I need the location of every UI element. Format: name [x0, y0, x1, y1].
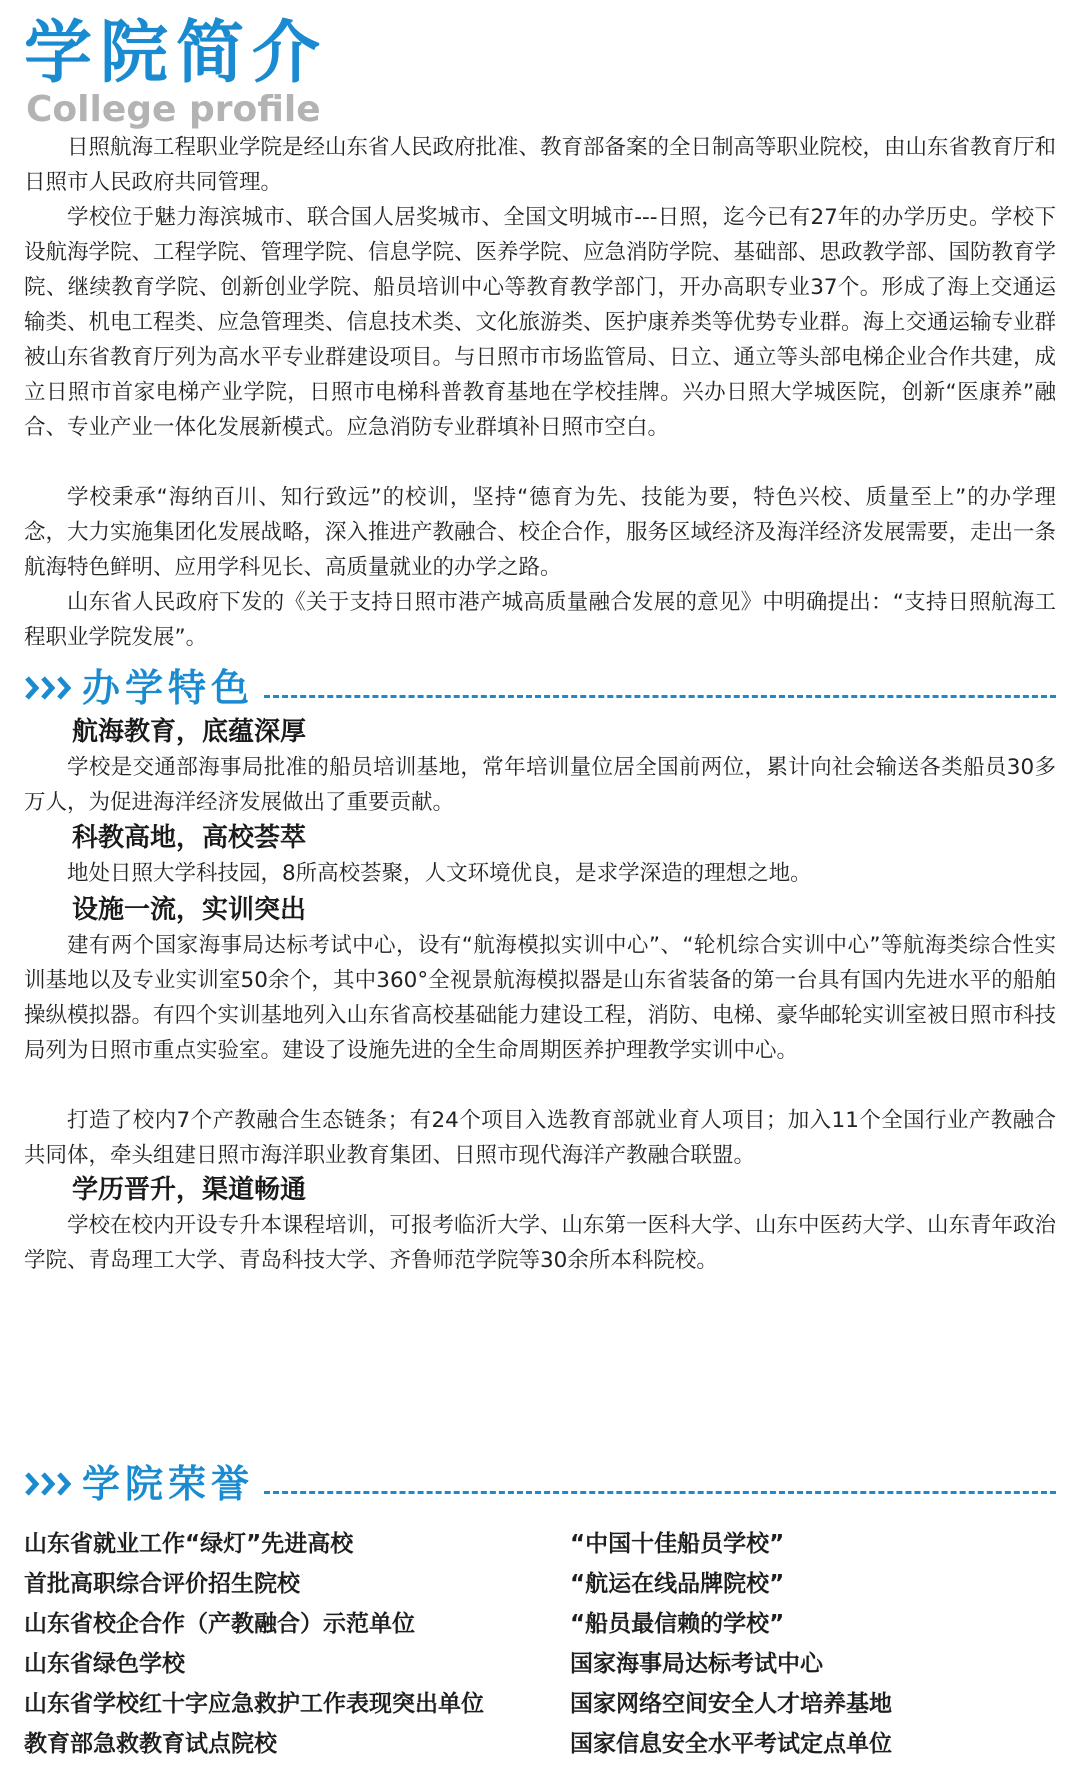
honor-item: “航运在线品牌院校” — [570, 1571, 785, 1597]
page-title: 学院简介 — [24, 14, 329, 93]
honors-left-column — [24, 1524, 484, 1764]
section-header-honors — [24, 1458, 1056, 1510]
honor-item: 首批高职综合评价招生院校 — [24, 1571, 300, 1597]
honor-item: 山东省绿色学校 — [24, 1651, 185, 1677]
feature-paragraph: 建有两个国家海事局达标考试中心，设有“航海模拟实训中心”、“轮机综合实训中心”等航海类综合性实训基地以及专业实训室50余个，其中360°全视景航海模拟器是山东省装备的第一台具有国内先进水平的船舶操纵模拟器。有四个实训基地列入山东省高校基础能力建设工程，消防、电梯、豪华邮轮实训室被日照市科技局列为日照市重点实验室。建设了设施先进的全生命周期医养护理教学实训中心。 — [24, 933, 1057, 1063]
feature-heading: 设施一流，实训突出 — [72, 895, 307, 925]
honor-item: “中国十佳船员学校” — [570, 1531, 785, 1557]
feature-heading: 航海教育，底蕴深厚 — [72, 717, 307, 747]
feature-paragraph: 学校在校内开设专升本课程培训，可报考临沂大学、山东第一医科大学、山东中医药大学、山东青年政治学院、青岛理工大学、青岛科技大学、齐鲁师范学院等30余所本科院校。 — [24, 1213, 1057, 1273]
intro-paragraph: 学校位于魅力海滨城市、联合国人居奖城市、全国文明城市---日照，迄今已有27年的办学历史。学校下设航海学院、工程学院、管理学院、信息学院、医养学院、应急消防学院、基础部、思政教学部、国防教育学院、继续教育学院、创新创业学院、船员培训中心等教育教学部门，开办高职专业37个。形成了海上交通运输类、机电工程类、应急管理类、信息技术类、文化旅游类、医护康养类等优势专业群。海上交通运输专业群被山东省教育厅列为高水平专业群建设项目。与日照市市场监管局、日立、通立等头部电梯企业合作共建，成立日照市首家电梯产业学院，日照市电梯科普教育基地在学校挂牌。兴办日照大学城医院，创新“医康养”融合、专业产业一体化发展新模式。应急消防专业群填补日照市空白。 — [24, 205, 1057, 440]
feature-paragraph: 学校是交通部海事局批准的船员培训基地，常年培训量位居全国前两位，累计向社会输送各类船员30多万人，为促进海洋经济发展做出了重要贡献。 — [24, 755, 1056, 815]
honor-item: 国家海事局达标考试中心 — [570, 1651, 823, 1677]
feature-paragraph: 打造了校内7个产教融合生态链条；有24个项目入选教育部就业育人项目；加入11个全国行业产教融合共同体，牵头组建日照市海洋职业教育集团、日照市现代海洋产教融合联盟。 — [24, 1108, 1056, 1168]
honor-item: 国家网络空间安全人才培养基地 — [570, 1691, 892, 1717]
intro-paragraph: 山东省人民政府下发的《关于支持日照市港产城高质量融合发展的意见》中明确提出：“支持日照航海工程职业学院发展”。 — [24, 590, 1056, 650]
section-header-features — [24, 662, 1056, 714]
honor-item: “船员最信赖的学校” — [570, 1611, 785, 1637]
feature-heading: 科教高地，高校荟萃 — [72, 823, 307, 853]
honor-item: 山东省学校红十字应急救护工作表现突出单位 — [24, 1691, 484, 1717]
page-subtitle: College profile — [26, 89, 321, 130]
honor-item: 山东省校企合作（产教融合）示范单位 — [24, 1611, 415, 1637]
intro-paragraph: 日照航海工程职业学院是经山东省人民政府批准、教育部备案的全日制高等职业院校，由山东省教育厅和日照市人民政府共同管理。 — [24, 135, 1057, 195]
feature-paragraph: 地处日照大学科技园，8所高校荟聚，人文环境优良，是求学深造的理想之地。 — [67, 861, 812, 886]
dashed-divider — [264, 695, 1056, 698]
triple-chevron-right-icon — [24, 672, 76, 704]
triple-chevron-right-icon — [24, 1468, 76, 1500]
section-title: 学院荣誉 — [82, 1462, 255, 1506]
honor-item: 国家信息安全水平考试定点单位 — [570, 1731, 892, 1757]
intro-paragraph: 学校秉承“海纳百川、知行致远”的校训，坚持“德育为先、技能为要，特色兴校、质量至上”的办学理念，大力实施集团化发展战略，深入推进产教融合、校企合作，服务区域经济及海洋经济发展需要，走出一条航海特色鲜明、应用学科见长、高质量就业的办学之路。 — [24, 485, 1057, 580]
honor-item: 山东省就业工作“绿灯”先进高校 — [24, 1531, 354, 1557]
honors-right-column — [570, 1524, 892, 1764]
feature-heading: 学历晋升，渠道畅通 — [72, 1175, 307, 1205]
honor-item: 教育部急救教育试点院校 — [24, 1731, 277, 1757]
dashed-divider — [264, 1491, 1056, 1494]
section-title: 办学特色 — [82, 666, 255, 710]
